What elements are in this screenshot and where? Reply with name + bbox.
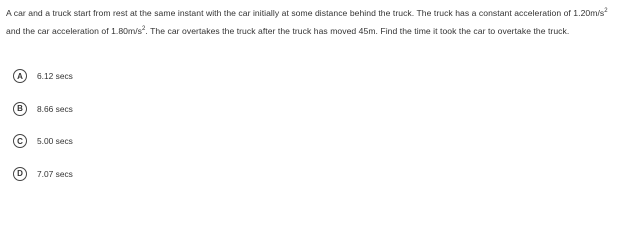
option-letter-circle: B bbox=[13, 102, 27, 116]
answer-option-b[interactable] bbox=[13, 101, 73, 117]
question-text-part: . The car overtakes the truck after the truck has moved 45m. Find the time it took the car to overtake the truck. bbox=[145, 25, 570, 36]
option-label: 7.07 secs bbox=[37, 168, 73, 179]
superscript-squared: 2 bbox=[142, 25, 146, 32]
option-letter-circle: C bbox=[13, 134, 27, 148]
option-letter-circle: A bbox=[13, 69, 27, 83]
answer-option-a[interactable] bbox=[13, 68, 73, 84]
option-label: 6.12 secs bbox=[37, 71, 73, 81]
question-text bbox=[6, 5, 618, 40]
question-text-part: A car and a truck start from rest at the same instant with the car initially at some distance behind the truck. The truck has a constant acceleration of 1.20m/s bbox=[6, 8, 605, 18]
answer-option-d[interactable] bbox=[13, 166, 73, 182]
option-label: 5.00 secs bbox=[37, 136, 73, 146]
answer-options bbox=[13, 68, 73, 198]
superscript-squared: 2 bbox=[604, 8, 608, 15]
answer-option-c[interactable] bbox=[13, 133, 73, 149]
option-label: 8.66 secs bbox=[37, 103, 73, 114]
option-letter-circle: D bbox=[13, 167, 27, 181]
question-text-part: and the car acceleration of 1.80m/s bbox=[6, 25, 142, 36]
